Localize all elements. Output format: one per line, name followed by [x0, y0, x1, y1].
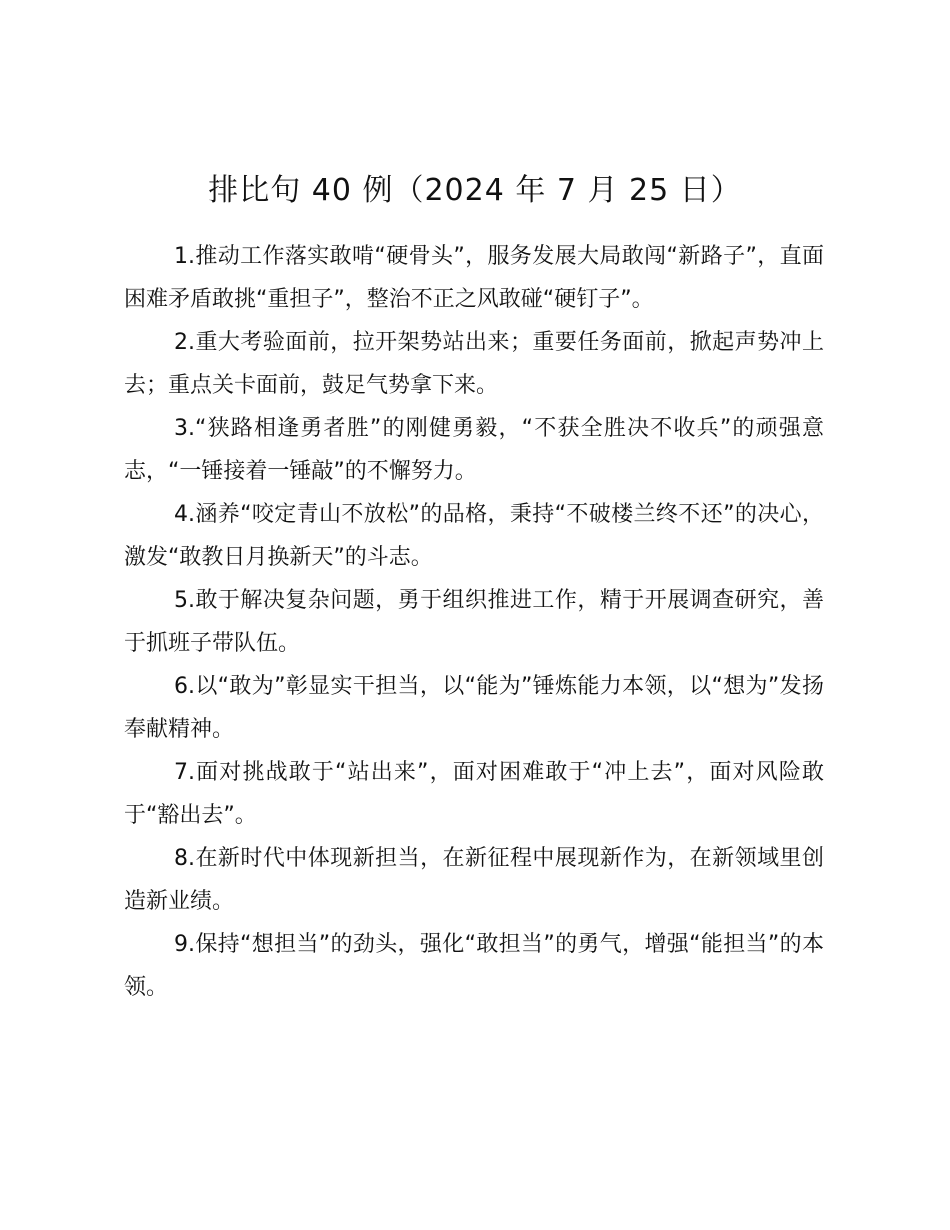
- document-body: [124, 235, 824, 1009]
- paragraph-8: 8.在新时代中体现新担当，在新征程中展现新作为，在新领域里创造新业绩。: [124, 846, 824, 914]
- paragraph-9: 9.保持“想担当”的劲头，强化“敢担当”的勇气，增强“能担当”的本领。: [124, 932, 824, 1000]
- paragraph-6: 6.以“敢为”彰显实干担当，以“能为”锤炼能力本领，以“想为”发扬奉献精神。: [124, 674, 824, 742]
- paragraph-2: 2.重大考验面前，拉开架势站出来；重要任务面前，掀起声势冲上去；重点关卡面前，鼓足气势拿下来。: [124, 330, 824, 398]
- paragraph-4: 4.涵养“咬定青山不放松”的品格，秉持“不破楼兰终不还”的决心，激发“敢教日月换新天”的斗志。: [124, 502, 824, 570]
- paragraph-1: 1.推动工作落实敢啃“硬骨头”，服务发展大局敢闯“新路子”，直面困难矛盾敢挑“重担子”，整治不正之风敢碰“硬钉子”。: [124, 244, 824, 312]
- document-title: 排比句 40 例（2024 年 7 月 25 日）: [208, 173, 742, 208]
- paragraph-3: 3.“狭路相逢勇者胜”的刚健勇毅，“不获全胜决不收兵”的顽强意志，“一锤接着一锤敲”的不懈努力。: [124, 416, 824, 484]
- paragraph-7: 7.面对挑战敢于“站出来”，面对困难敢于“冲上去”，面对风险敢于“豁出去”。: [124, 760, 824, 828]
- paragraph-5: 5.敢于解决复杂问题，勇于组织推进工作，精于开展调查研究，善于抓班子带队伍。: [124, 588, 824, 656]
